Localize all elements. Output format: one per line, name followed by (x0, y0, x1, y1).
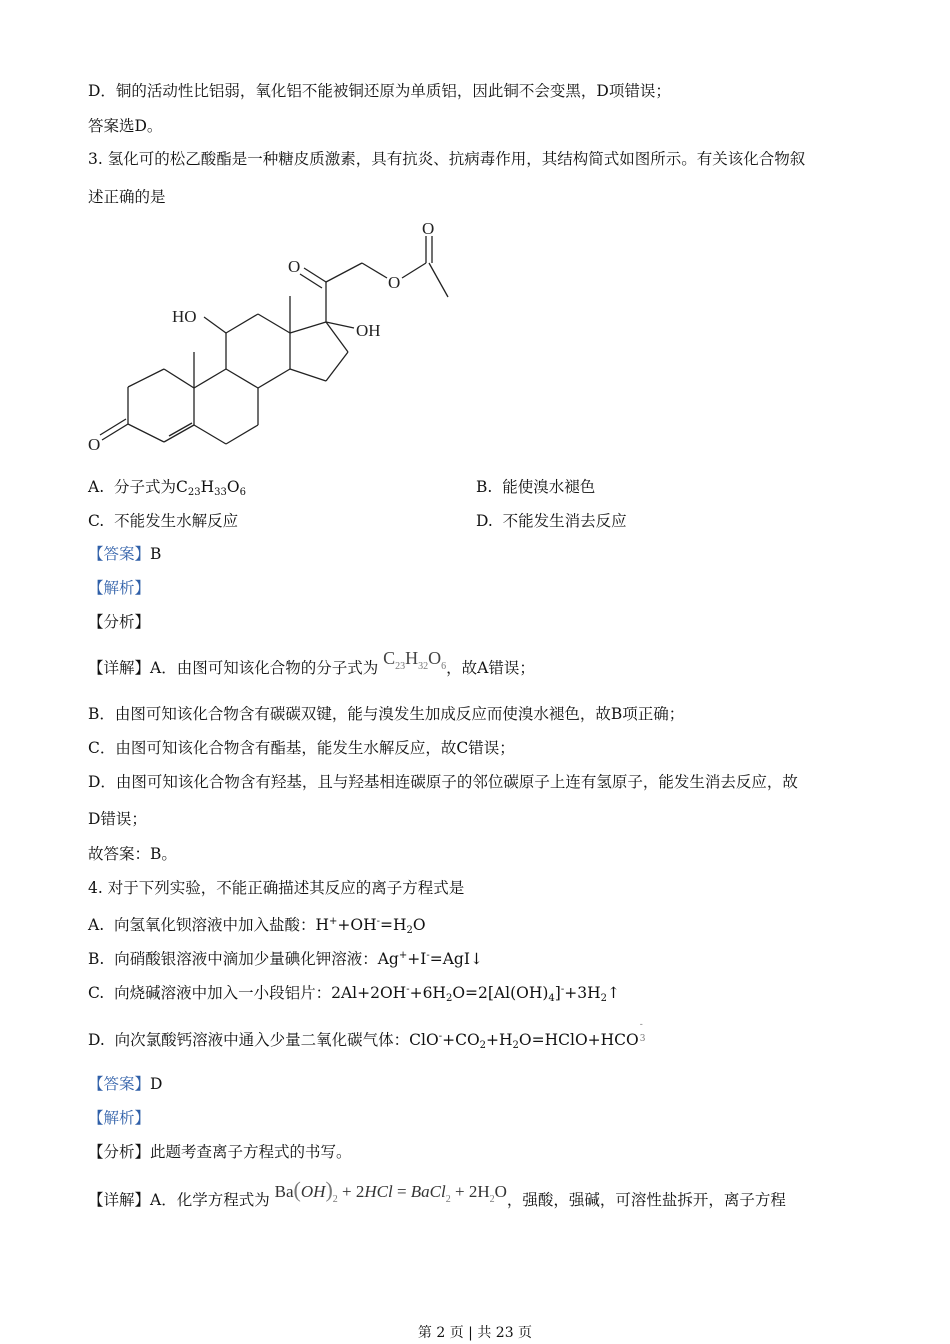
label-ho: HO (172, 307, 197, 326)
eq-part: = (396, 1182, 407, 1201)
option-text: +3H (564, 984, 601, 1002)
eq-part: HCl (364, 1182, 393, 1201)
question-3-stem-cont: 述正确的是 (88, 188, 166, 206)
answer-value: D (150, 1075, 163, 1093)
option-text: 向烧碱溶液中加入一小段铝片：2Al+2OH (114, 984, 407, 1002)
text-line: 答案选D。 (88, 117, 163, 135)
answer-tag: 【答案】 (88, 545, 151, 563)
subscript: 2 (479, 1040, 487, 1051)
option-text: 不能发生消去反应 (502, 512, 627, 530)
analysis-line (88, 1107, 150, 1129)
option-text: ] (554, 984, 561, 1002)
detail-line (88, 648, 535, 687)
formula-part: C (383, 648, 396, 668)
option-label: A. (88, 478, 105, 496)
option-label: D. (476, 512, 493, 530)
option-d (88, 1020, 647, 1057)
detail-line: C．由图可知该化合物含有酯基，能发生水解反应，故C错误； (88, 739, 515, 757)
detail-text: ，强酸，强碱，可溶性盐拆开，离子方程 (506, 1191, 786, 1209)
detail-text: ，故A错误； (446, 659, 535, 677)
label-ketone-o: O (88, 435, 101, 454)
fenxi-tag: 【分析】 (88, 1143, 151, 1161)
label-acetyl-o: O (422, 219, 435, 238)
option-text: +6H (409, 984, 446, 1002)
answer-value: B (150, 545, 162, 563)
option-label: C. (88, 512, 105, 530)
option-text: O=HClO+HCO (518, 1031, 639, 1049)
option-text: +CO (442, 1031, 480, 1049)
question-3-stem: 3. 氢化可的松乙酸酯是一种糖皮质激素，具有抗炎、抗病毒作用，其结构简式如图所示。有关该化合物叙 (88, 150, 806, 168)
chemical-equation: $Ba(OH)_2 + 2HCl$ = BaCl$_2$ + $2H_2O$ (274, 1177, 507, 1205)
question-4-stem: 4. 对于下列实验，不能正确描述其反应的离子方程式是 (88, 879, 465, 897)
option-text: 向氢氧化钡溶液中加入盐酸：H (113, 916, 330, 934)
eq-sub: 2 (489, 1194, 495, 1205)
detail-text: A．由图可知该化合物的分子式为 (150, 659, 379, 677)
option-text: ↑ (606, 984, 620, 1002)
formula-sub: 6 (441, 661, 447, 672)
option-text: 向次氯酸钙溶液中通入少量二氧化碳气体：ClO (114, 1031, 439, 1049)
option-text: =H (380, 916, 407, 934)
option-b (88, 945, 483, 970)
subscript: 6 (239, 487, 246, 498)
option-a (88, 476, 246, 504)
superscript: - (406, 984, 410, 995)
option-label: A. (88, 916, 105, 934)
eq-part: OH (300, 1182, 326, 1201)
subscript: 23 (187, 487, 201, 498)
option-text: +H (486, 1031, 513, 1049)
page-footer: 第 2 页 | 共 23 页 (417, 1325, 533, 1341)
detail-line (88, 1177, 786, 1219)
subscript: 2 (406, 925, 413, 936)
analysis-line (88, 577, 150, 599)
option-label: B. (88, 950, 105, 968)
detail-line: D错误； (88, 810, 147, 828)
superscript: + (329, 916, 338, 927)
option-text: =AgI↓ (429, 950, 483, 968)
detail-tag: 【详解】 (88, 1191, 151, 1209)
option-text: 分子式为C (113, 478, 188, 496)
option-d (476, 510, 627, 532)
eq-sub: 2 (445, 1194, 451, 1205)
analysis-tag: 【解析】 (88, 579, 151, 597)
option-text: 不能发生水解反应 (114, 512, 239, 530)
option-text: O (412, 916, 426, 934)
fenxi-line (88, 611, 150, 633)
fenxi-text: 此题考查离子方程式的书写。 (150, 1143, 352, 1161)
answer-line (88, 1073, 162, 1095)
superscript: - (639, 1020, 643, 1030)
option-text: O (226, 478, 240, 496)
analysis-tag: 【解析】 (88, 1109, 151, 1127)
subscript: 3 (639, 1034, 646, 1044)
charge-stack (639, 1020, 647, 1046)
superscript: + (398, 950, 408, 961)
answer-tag: 【答案】 (88, 1075, 151, 1093)
eq-sub: 2 (332, 1194, 338, 1205)
eq-part: Ba (274, 1182, 294, 1201)
text-line: D．铜的活动性比铝弱，氧化铝不能被铜还原为单质铝，因此铜不会变黑，D项错误； (88, 82, 671, 100)
option-text: 向硝酸银溶液中滴加少量碘化钾溶液：Ag (114, 950, 399, 968)
superscript: - (426, 950, 430, 961)
label-ester-o: O (388, 273, 401, 292)
option-label: D. (88, 1031, 105, 1049)
superscript: - (560, 984, 565, 995)
subscript: 2 (512, 1040, 519, 1051)
subscript: 4 (548, 993, 555, 1004)
formula-sub: 23 (395, 661, 406, 672)
subscript: 33 (214, 487, 227, 498)
fenxi-line (88, 1141, 352, 1163)
detail-text: A．化学方程式为 (150, 1191, 270, 1209)
option-label: C. (88, 984, 105, 1002)
subscript: 2 (445, 993, 453, 1004)
option-text: 能使溴水褪色 (502, 478, 596, 496)
option-c (88, 510, 238, 532)
option-text: O=2[Al(OH) (452, 984, 549, 1002)
fenxi-tag: 【分析】 (88, 613, 151, 631)
superscript: - (438, 1031, 443, 1042)
label-carbonyl-o: O (288, 257, 301, 276)
answer-line (88, 543, 161, 565)
label-oh: OH (356, 321, 381, 340)
eq-part: O (494, 1182, 507, 1201)
eq-part: + 2H (455, 1182, 490, 1201)
option-text: H (200, 478, 215, 496)
subscript: 2 (600, 993, 607, 1004)
option-label: B. (476, 478, 493, 496)
option-a (88, 911, 426, 942)
final-answer: 故答案：B。 (88, 845, 177, 863)
formula-sub: 32 (418, 661, 429, 672)
formula-part: O (428, 648, 442, 668)
eq-part: + 2 (342, 1182, 365, 1201)
option-c (88, 979, 620, 1010)
detail-line: B．由图可知该化合物含有碳碳双键，能与溴发生加成反应而使溴水褪色，故B项正确； (88, 705, 685, 723)
detail-line: D．由图可知该化合物含有羟基，且与羟基相连碳原子的邻位碳原子上连有氢原子，能发生消去反应，故 (88, 773, 798, 791)
detail-tag: 【详解】 (88, 659, 151, 677)
eq-part: BaCl (410, 1182, 446, 1201)
superscript: - (376, 916, 381, 927)
formula (383, 648, 447, 672)
structural-formula (86, 218, 456, 463)
option-text: +I (407, 950, 427, 968)
formula-part: H (405, 648, 419, 668)
option-text: +OH (337, 916, 377, 934)
option-b (476, 476, 595, 498)
